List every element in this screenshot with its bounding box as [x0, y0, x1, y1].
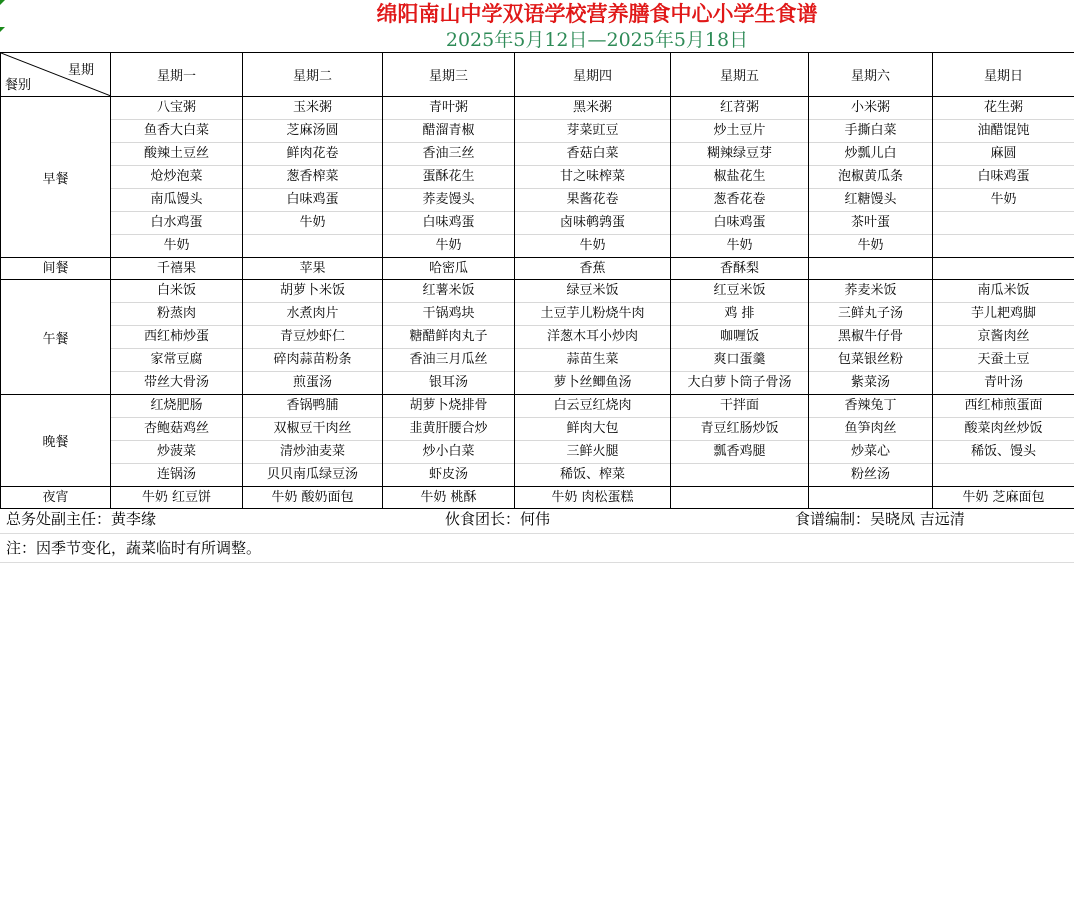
dish-item: 青豆红肠炒饭: [671, 418, 808, 441]
dish-item: 甘之味榨菜: [515, 166, 670, 189]
meal-label-dinner: 晚餐: [1, 395, 111, 487]
dish-item: 芋儿耙鸡脚: [933, 303, 1074, 326]
menu-table: [0, 52, 1074, 509]
dish-item: 带丝大骨汤: [143, 375, 209, 390]
dish-item: 牛奶: [163, 238, 190, 253]
dish-item: 干锅鸡块: [383, 303, 514, 326]
dish-item: 荞麦米饭: [809, 280, 932, 303]
dish-item: 鸡 排: [671, 303, 808, 326]
dinner-row: [1, 395, 1074, 487]
dish-item: 酸辣土豆丝: [111, 143, 242, 166]
dish-item: 泡椒黄瓜条: [809, 166, 932, 189]
lunch-cell: [933, 280, 1074, 395]
dish-item: 虾皮汤: [428, 467, 468, 482]
dish-item: 牛奶: [933, 189, 1074, 212]
dish-item: 香油三月瓜丝: [383, 349, 514, 372]
dish-item: 双椒豆干肉丝: [243, 418, 382, 441]
note-line: [0, 534, 1074, 563]
header-row: [1, 53, 1074, 97]
dish-item: 花生粥: [933, 97, 1074, 120]
dish-item: 酸菜肉丝炒饭: [933, 418, 1074, 441]
dish-item: 牛奶: [435, 238, 462, 253]
dish-item: 韭黄肝腰合炒: [383, 418, 514, 441]
dish-item: 鱼香大白菜: [111, 120, 242, 143]
dish-item: 洋葱木耳小炒肉: [515, 326, 670, 349]
dish-item: [243, 235, 382, 257]
dish-item: 南瓜米饭: [933, 280, 1074, 303]
dish-item: 煎蛋汤: [292, 375, 332, 390]
breakfast-cell: [515, 97, 671, 258]
dish-item: 黑椒牛仔骨: [809, 326, 932, 349]
dish-item: 八宝粥: [111, 97, 242, 120]
dish-item: 青叶粥: [383, 97, 514, 120]
dish-item: 京酱肉丝: [933, 326, 1074, 349]
breakfast-cell: [111, 97, 243, 258]
lunch-cell: [671, 280, 809, 395]
lunch-cell: [809, 280, 933, 395]
dish-item: 三鲜火腿: [515, 441, 670, 464]
dish-item: 大白萝卜筒子骨汤: [687, 375, 792, 390]
leader-text: 伙食团长：何伟: [445, 510, 551, 528]
dish-item: 青豆炒虾仁: [243, 326, 382, 349]
dish-item: [933, 235, 1074, 257]
night-cell: 牛奶 肉松蛋糕: [515, 487, 671, 509]
snack-cell: 苹果: [243, 258, 383, 280]
snack-cell: 哈密瓜: [383, 258, 515, 280]
dish-item: 粉蒸肉: [111, 303, 242, 326]
dish-item: 瓢香鸡腿: [671, 441, 808, 464]
dish-item: 绿豆米饭: [515, 280, 670, 303]
lunch-row: [1, 280, 1074, 395]
dinner-cell: [671, 395, 809, 487]
dish-item: 红苕粥: [671, 97, 808, 120]
dish-item: 包菜银丝粉: [809, 349, 932, 372]
dish-item: 果酱花卷: [515, 189, 670, 212]
day-header: 星期一: [111, 53, 243, 97]
dinner-cell: [809, 395, 933, 487]
dish-item: 胡萝卜烧排骨: [383, 395, 514, 418]
dish-item: 炝炒泡菜: [111, 166, 242, 189]
snack-cell: 千禧果: [111, 258, 243, 280]
dish-item: 牛奶: [726, 238, 753, 253]
lunch-cell: [111, 280, 243, 395]
dish-item: 芽菜豇豆: [515, 120, 670, 143]
lunch-cell: [243, 280, 383, 395]
dish-item: 炒菜心: [809, 441, 932, 464]
dish-item: 红豆米饭: [671, 280, 808, 303]
dish-item: 青叶汤: [983, 375, 1023, 390]
dinner-cell: [243, 395, 383, 487]
signature-line: [0, 505, 1074, 534]
cell-marker: [0, 0, 5, 5]
dish-item: 杏鲍菇鸡丝: [111, 418, 242, 441]
dish-item: 白味鸡蛋: [243, 189, 382, 212]
day-header: 星期三: [383, 53, 515, 97]
dish-item: 红糖馒头: [809, 189, 932, 212]
breakfast-cell: [243, 97, 383, 258]
dish-item: 白云豆红烧肉: [515, 395, 670, 418]
dish-item: 红薯米饭: [383, 280, 514, 303]
dish-item: 糖醋鲜肉丸子: [383, 326, 514, 349]
meal-label-night: 夜宵: [1, 487, 111, 509]
corner-week-label: 星期: [67, 63, 94, 78]
dish-item: 糊辣绿豆芽: [671, 143, 808, 166]
dish-item: 干拌面: [671, 395, 808, 418]
dish-item: 香辣兔丁: [809, 395, 932, 418]
corner-cell: [1, 53, 111, 97]
day-header: 星期二: [243, 53, 383, 97]
dish-item: 牛奶: [243, 212, 382, 235]
dish-item: 鲜肉大包: [515, 418, 670, 441]
night-cell: 牛奶 红豆饼: [111, 487, 243, 509]
snack-cell: 香酥梨: [671, 258, 809, 280]
cell-marker: [0, 27, 5, 32]
snack-cell: [809, 258, 933, 280]
dinner-cell: [383, 395, 515, 487]
snack-row: [1, 258, 1074, 280]
day-header: 星期六: [809, 53, 933, 97]
dinner-cell: [111, 395, 243, 487]
corner-meal-label: 餐别: [5, 78, 32, 93]
dish-item: 蒜苗生菜: [515, 349, 670, 372]
snack-cell: 香蕉: [515, 258, 671, 280]
dish-item: 黑米粥: [515, 97, 670, 120]
dinner-cell: [933, 395, 1074, 487]
night-cell: 牛奶 桃酥: [383, 487, 515, 509]
dish-item: 西红柿煎蛋面: [933, 395, 1074, 418]
dish-item: [933, 212, 1074, 235]
dish-item: 茶叶蛋: [809, 212, 932, 235]
dish-item: 油醋馄饨: [933, 120, 1074, 143]
lunch-cell: [515, 280, 671, 395]
dish-item: 小米粥: [809, 97, 932, 120]
dish-item: 土豆芋儿粉烧牛肉: [515, 303, 670, 326]
dish-item: 清炒油麦菜: [243, 441, 382, 464]
dish-item: 家常豆腐: [111, 349, 242, 372]
dish-item: 醋溜青椒: [383, 120, 514, 143]
dish-item: 炒菠菜: [111, 441, 242, 464]
dinner-cell: [515, 395, 671, 487]
dish-item: 紫菜汤: [850, 375, 890, 390]
dish-item: 南瓜馒头: [111, 189, 242, 212]
dish-item: 白味鸡蛋: [933, 166, 1074, 189]
dish-item: 鲜肉花卷: [243, 143, 382, 166]
page-title: 绵阳南山中学双语学校营养膳食中心小学生食谱: [376, 1, 818, 26]
meal-label-lunch: 午餐: [1, 280, 111, 395]
breakfast-cell: [809, 97, 933, 258]
breakfast-cell: [671, 97, 809, 258]
dish-item: 爽口蛋羹: [671, 349, 808, 372]
dish-item: 银耳汤: [428, 375, 468, 390]
day-header: 星期四: [515, 53, 671, 97]
dish-item: 炒土豆片: [671, 120, 808, 143]
dish-item: 胡萝卜米饭: [243, 280, 382, 303]
day-header: 星期五: [671, 53, 809, 97]
dish-item: 红烧肥肠: [111, 395, 242, 418]
dish-item: 连锅汤: [156, 467, 196, 482]
date-range: 2025年5月12日—2025年5月18日: [445, 29, 749, 51]
dish-item: 玉米粥: [243, 97, 382, 120]
breakfast-cell: [933, 97, 1074, 258]
dish-item: 白味鸡蛋: [383, 212, 514, 235]
dish-item: 萝卜丝鲫鱼汤: [553, 375, 632, 390]
dish-item: 咖喱饭: [671, 326, 808, 349]
dish-item: 牛奶: [579, 238, 606, 253]
night-cell: 牛奶 酸奶面包: [243, 487, 383, 509]
dish-item: 三鲜丸子汤: [809, 303, 932, 326]
dish-item: 香菇白菜: [515, 143, 670, 166]
dish-item: 白米饭: [111, 280, 242, 303]
dish-item: 鱼笋肉丝: [809, 418, 932, 441]
dish-item: 水煮肉片: [243, 303, 382, 326]
lunch-cell: [383, 280, 515, 395]
day-header: 星期日: [933, 53, 1074, 97]
night-cell: 牛奶 芝麻面包: [933, 487, 1074, 509]
dish-item: 麻圆: [933, 143, 1074, 166]
dish-item: 西红柿炒蛋: [111, 326, 242, 349]
dish-item: 白味鸡蛋: [671, 212, 808, 235]
breakfast-cell: [383, 97, 515, 258]
dish-item: 香锅鸭脯: [243, 395, 382, 418]
breakfast-row: [1, 97, 1074, 258]
dish-item: 葱香花卷: [671, 189, 808, 212]
dish-item: 手撕白菜: [809, 120, 932, 143]
dish-item: 椒盐花生: [671, 166, 808, 189]
dish-item: 贝贝南瓜绿豆汤: [266, 467, 358, 482]
dish-item: 香油三丝: [383, 143, 514, 166]
meal-label-snack: 间餐: [1, 258, 111, 280]
dish-item: 芝麻汤圆: [243, 120, 382, 143]
snack-cell: [933, 258, 1074, 280]
dish-item: 白水鸡蛋: [111, 212, 242, 235]
dish-item: 稀饭、榨菜: [559, 467, 625, 482]
dish-item: 炒小白菜: [383, 441, 514, 464]
dish-item: 蛋酥花生: [383, 166, 514, 189]
dish-item: 葱香榨菜: [243, 166, 382, 189]
dish-item: 牛奶: [857, 238, 884, 253]
dish-item: 荞麦馒头: [383, 189, 514, 212]
dish-item: 粉丝汤: [850, 467, 890, 482]
dish-item: [671, 464, 808, 486]
note-text: 注：因季节变化，蔬菜临时有所调整。: [6, 539, 262, 557]
director-text: 总务处副主任：黄李缘: [6, 510, 157, 528]
dish-item: 碎肉蒜苗粉条: [243, 349, 382, 372]
meal-label-breakfast: 早餐: [1, 97, 111, 258]
dish-item: 炒瓢儿白: [809, 143, 932, 166]
dish-item: 天蚕土豆: [933, 349, 1074, 372]
dish-item: 稀饭、馒头: [933, 441, 1074, 464]
editors-text: 食谱编制：吴晓凤 吉远清: [795, 510, 965, 528]
dish-item: 卤味鹌鹑蛋: [515, 212, 670, 235]
dish-item: [933, 464, 1074, 486]
